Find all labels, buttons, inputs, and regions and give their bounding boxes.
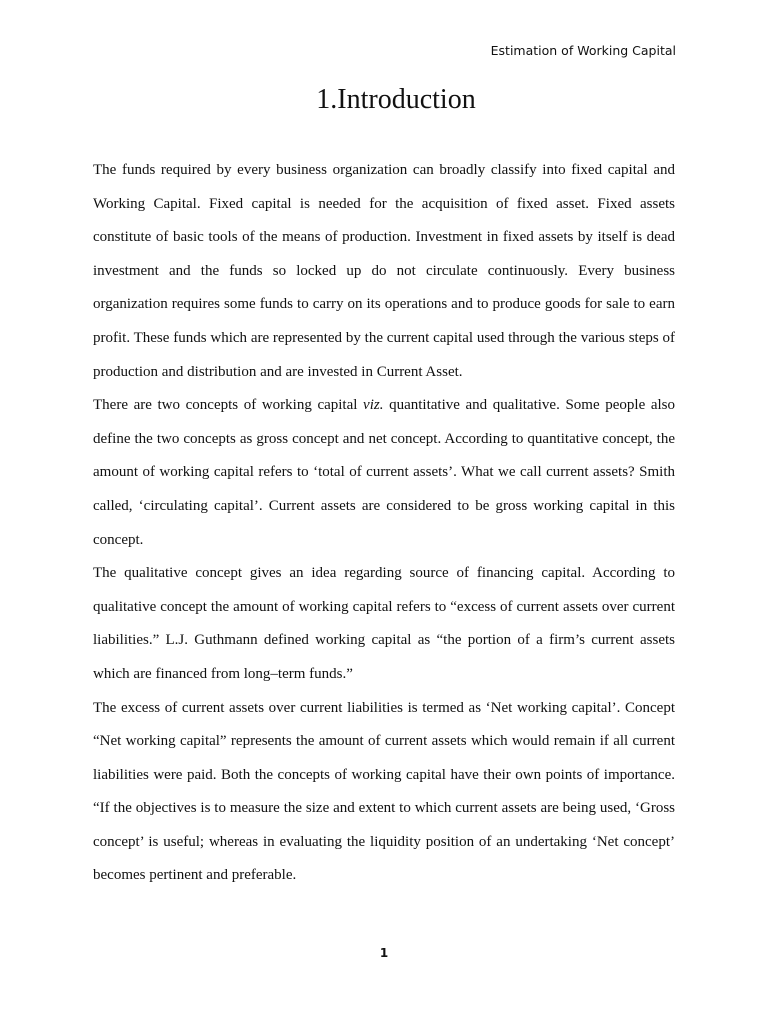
viz-italic: viz. xyxy=(363,397,384,414)
chapter-title: 1.Introduction xyxy=(316,84,476,115)
paragraph-2-part-1: There are two concepts of working capital xyxy=(93,397,364,414)
page-number: 1 xyxy=(379,946,389,960)
paragraph-2-part-2: quantitative and qualitative. Some people also define the two concepts as gross concept and net concept. According to quantitative concept, the amount of working capital refers to ‘total of current assets’. What we call current assets? Smith called, ‘circulating capital’. Current assets are considered to be gross working capital in this concept. xyxy=(93,397,676,548)
paragraph-4: The excess of current assets over current liabilities is termed as ‘Net working capital’. Concept “Net working capital” represents the amount of current assets which would remain if all current liabilities were paid. Both the concepts of working capital have their own points of importance. “If the objectives is to measure the size and extent to which current assets are being used, ‘Gross concept’ is useful; whereas in evaluating the liquidity position of an undertaking ‘Net concept’ becomes pertinent and preferable. xyxy=(93,699,675,884)
running-header: Estimation of Working Capital xyxy=(490,43,676,58)
body-text xyxy=(93,154,675,893)
paragraph-2 xyxy=(93,389,675,557)
paragraph-1: The funds required by every business organization can broadly classify into fixed capital and Working Capital. Fixed capital is needed for the acquisition of fixed asset. Fixed assets constitute of basic tools of the means of production. Investment in fixed assets by itself is dead investment and the funds so locked up do not circulate continuously. Every business organization requires some funds to carry on its operations and to produce goods for sale to earn profit. These funds which are represented by the current capital used through the various steps of production and distribution and are invested in Current Asset. xyxy=(93,162,675,380)
paragraph-3: The qualitative concept gives an idea regarding source of financing capital. According to qualitative concept the amount of working capital refers to “excess of current assets over current liabilities.” L.J. Guthmann defined working capital as “the portion of a firm’s current assets which are financed from long–term funds.” xyxy=(93,565,675,682)
